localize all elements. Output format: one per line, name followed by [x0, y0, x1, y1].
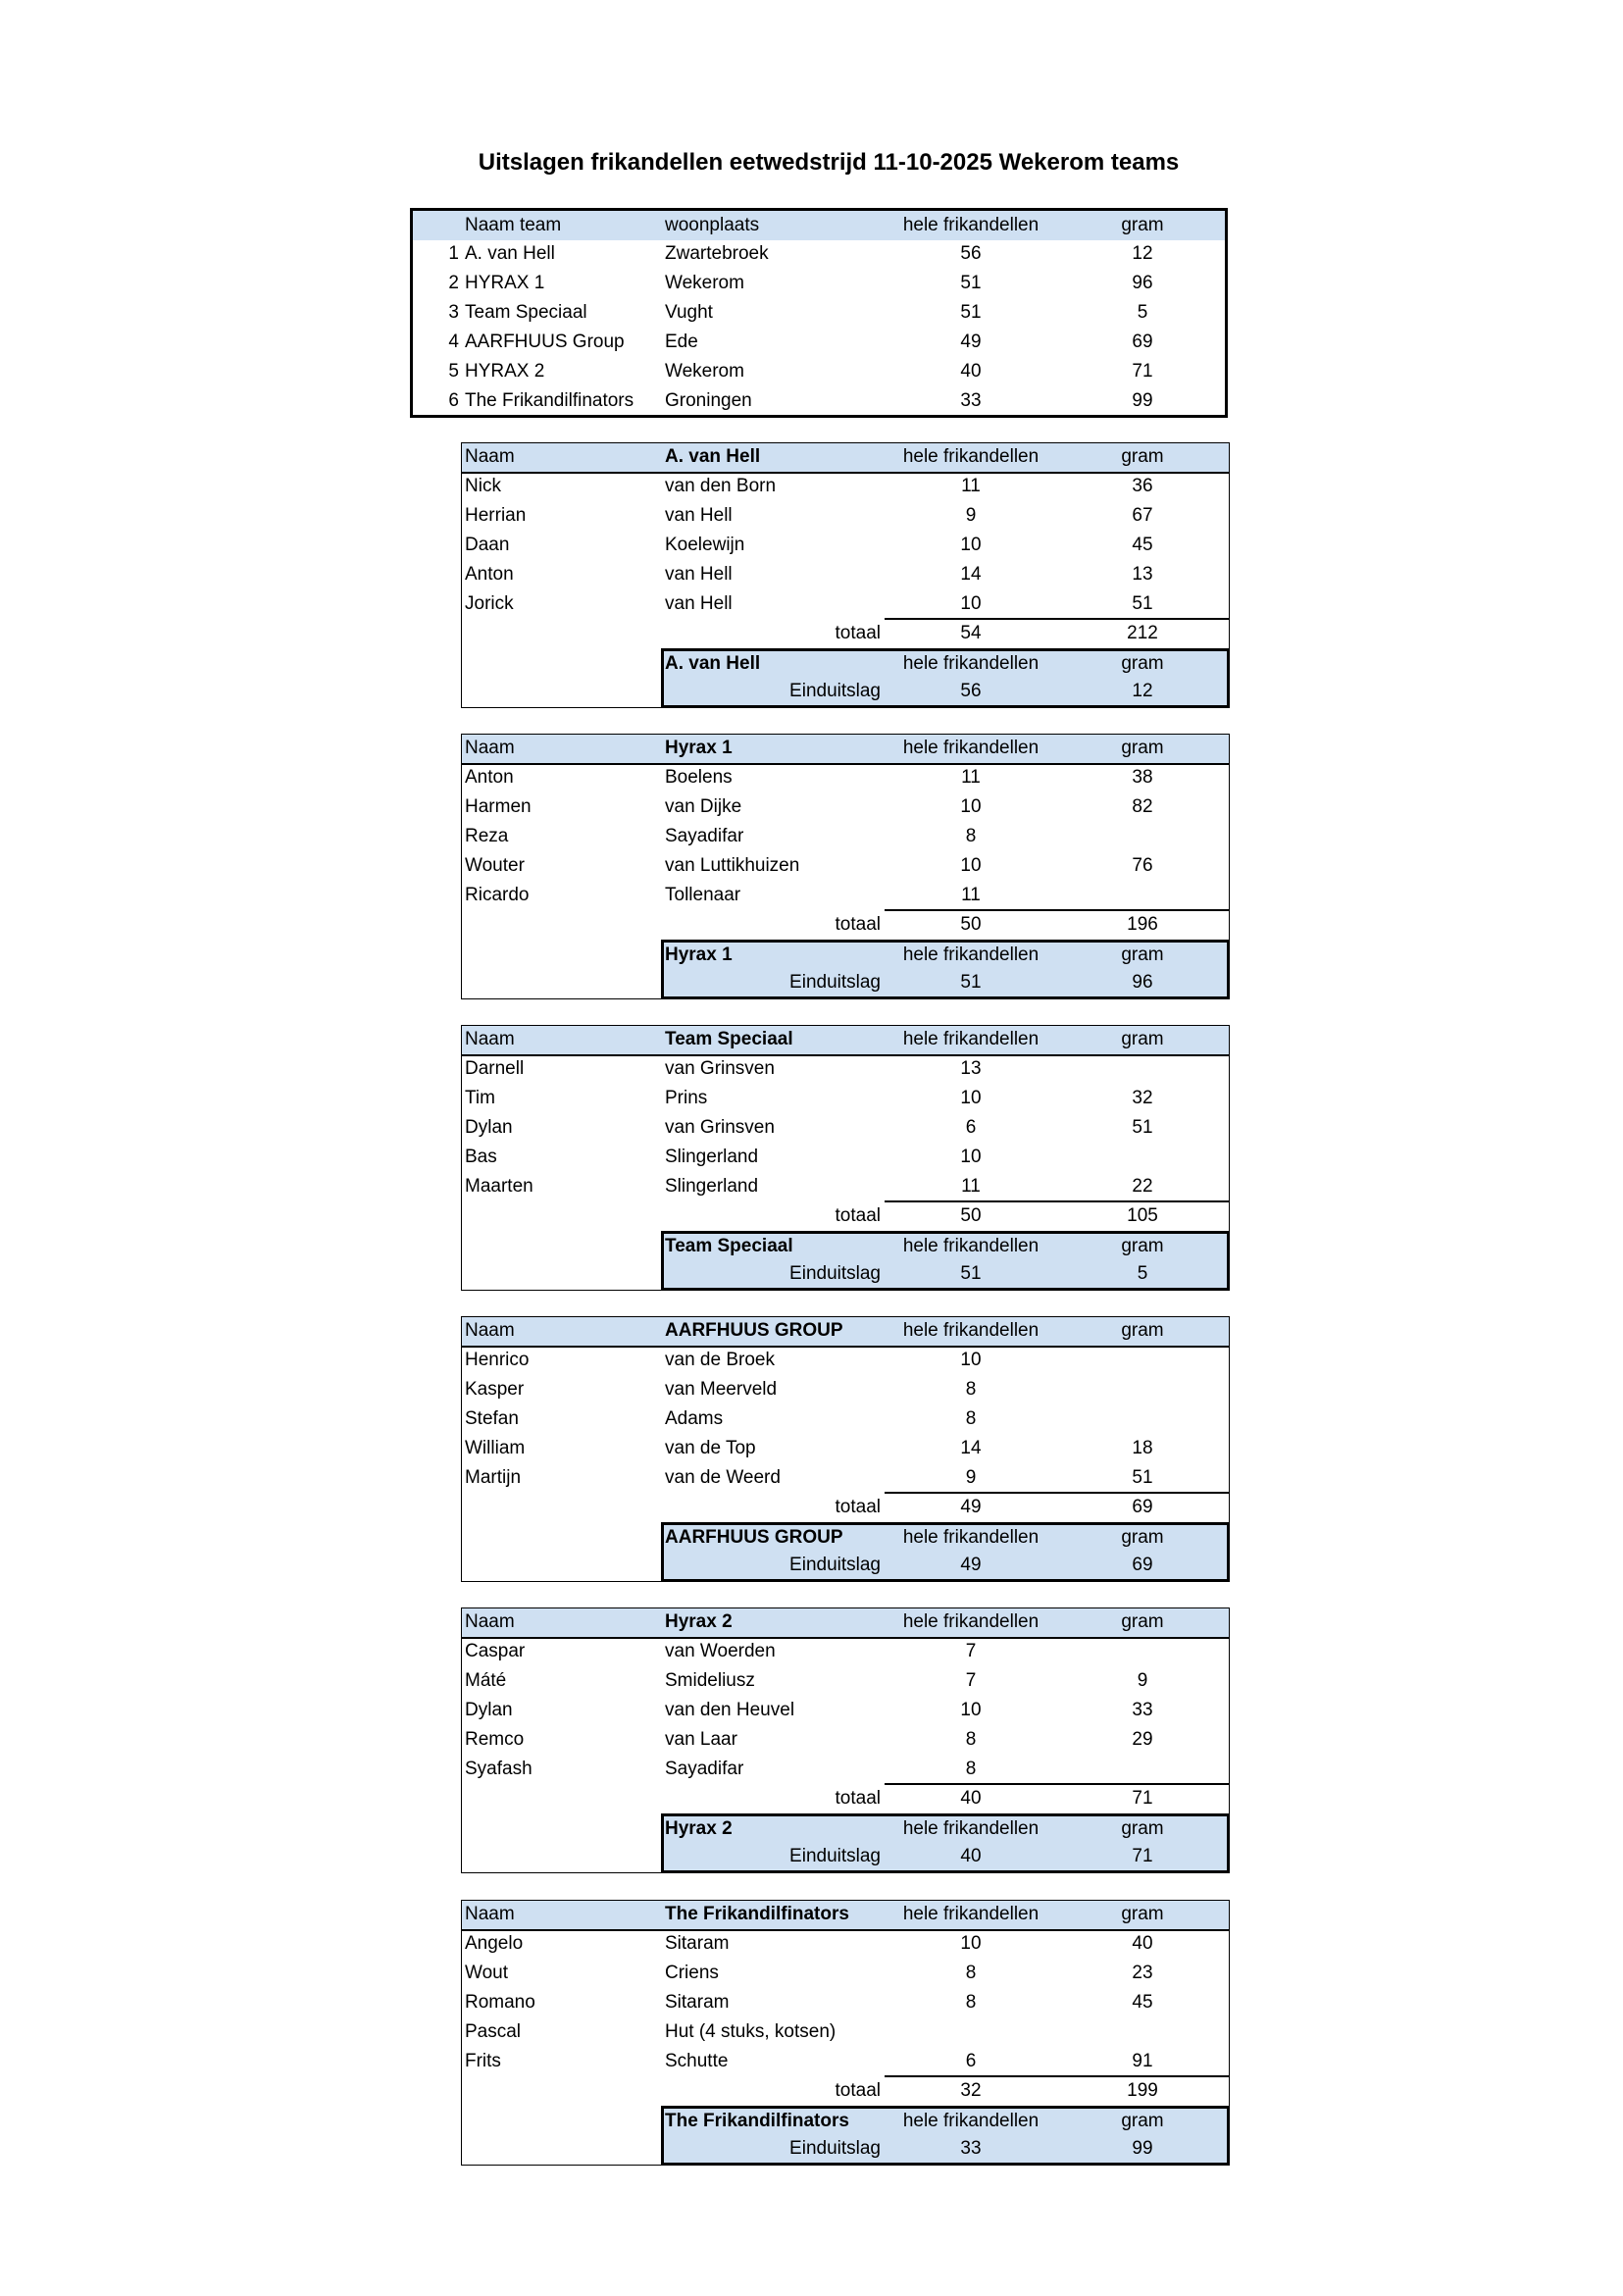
member-first-name: William [465, 1438, 526, 1458]
member-gram: 23 [1132, 1963, 1153, 1983]
team-header-name: The Frikandilfinators [665, 1904, 849, 1924]
team-header-naam: Naam [465, 1320, 515, 1341]
member-frikandellen: 8 [965, 1992, 977, 2013]
member-gram: 29 [1132, 1729, 1153, 1750]
member-gram: 45 [1132, 1992, 1153, 2013]
result-gram: 99 [1132, 2138, 1153, 2159]
result-frikandellen-label: hele frikandellen [902, 2111, 1040, 2131]
member-first-name: Nick [465, 476, 501, 496]
member-last-name: Slingerland [665, 1176, 759, 1197]
member-first-name: Martijn [465, 1467, 522, 1488]
result-einduitslag-label: Einduitslag [789, 972, 881, 993]
summary-rank: 2 [448, 273, 459, 293]
result-frikandellen-label: hele frikandellen [902, 1527, 1040, 1548]
member-gram [1089, 1375, 1196, 1404]
member-frikandellen: 8 [965, 1759, 977, 1779]
result-gram: 69 [1132, 1555, 1153, 1575]
team-header-frikandellen: hele frikandellen [902, 738, 1040, 758]
member-last-name: van Hell [665, 505, 733, 526]
team-header-gram: gram [1121, 738, 1164, 758]
member-first-name: Remco [465, 1729, 525, 1750]
member-frikandellen: 8 [965, 1729, 977, 1750]
totaal-gram: 69 [1132, 1497, 1153, 1517]
member-last-name: van Laar [665, 1729, 737, 1750]
summary-team-name: The Frikandilfinators [465, 390, 634, 411]
totaal-label: totaal [835, 1497, 881, 1517]
totaal-frikandellen: 54 [960, 623, 982, 643]
totaal-label: totaal [835, 1788, 881, 1809]
member-first-name: Harmen [465, 796, 532, 817]
member-last-name: Slingerland [665, 1147, 759, 1167]
member-last-name: Prins [665, 1088, 708, 1108]
summary-gram: 12 [1132, 243, 1153, 264]
member-frikandellen: 8 [965, 1408, 977, 1429]
member-first-name: Angelo [465, 1933, 524, 1954]
member-last-name: van de Weerd [665, 1467, 781, 1488]
member-first-name: Tim [465, 1088, 495, 1108]
member-last-name: van de Top [665, 1438, 756, 1458]
summary-team-name: HYRAX 2 [465, 361, 545, 382]
member-last-name: Smideliusz [665, 1670, 755, 1691]
member-frikandellen: 8 [965, 1379, 977, 1400]
member-last-name: Sayadifar [665, 1759, 744, 1779]
result-frikandellen: 56 [960, 681, 982, 701]
team-header-frikandellen: hele frikandellen [902, 1904, 1040, 1924]
result-frikandellen-label: hele frikandellen [902, 1236, 1040, 1256]
result-frikandellen: 51 [960, 1263, 982, 1284]
summary-header-naam-team: Naam team [465, 215, 562, 235]
summary-woonplaats: Groningen [665, 390, 752, 411]
summary-team-name: AARFHUUS Group [465, 332, 625, 352]
result-frikandellen-label: hele frikandellen [902, 944, 1040, 965]
member-first-name: Maarten [465, 1176, 533, 1197]
result-gram-label: gram [1121, 653, 1164, 674]
member-gram [1089, 881, 1196, 910]
member-first-name: Wout [465, 1963, 509, 1983]
result-frikandellen: 40 [960, 1846, 982, 1866]
summary-woonplaats: Zwartebroek [665, 243, 769, 264]
member-gram [1089, 1346, 1196, 1375]
summary-frikandellen: 33 [960, 390, 982, 411]
result-gram: 96 [1132, 972, 1153, 993]
member-first-name: Herrian [465, 505, 527, 526]
summary-frikandellen: 56 [960, 243, 982, 264]
team-header-naam: Naam [465, 738, 515, 758]
member-gram [1089, 822, 1196, 851]
summary-frikandellen: 40 [960, 361, 982, 382]
summary-woonplaats: Ede [665, 332, 698, 352]
member-frikandellen: 10 [960, 1350, 982, 1370]
member-first-name: Anton [465, 767, 514, 788]
member-first-name: Syafash [465, 1759, 533, 1779]
result-gram-label: gram [1121, 1818, 1164, 1839]
result-gram-label: gram [1121, 2111, 1164, 2131]
member-gram: 82 [1132, 796, 1153, 817]
summary-header-woonplaats: woonplaats [665, 215, 760, 235]
member-frikandellen: 14 [960, 1438, 982, 1458]
summary-rank: 6 [448, 390, 459, 411]
totaal-label: totaal [835, 623, 881, 643]
member-frikandellen: 7 [965, 1670, 977, 1691]
result-frikandellen: 49 [960, 1555, 982, 1575]
member-gram: 51 [1132, 593, 1153, 614]
member-last-name: van Hell [665, 564, 733, 585]
result-team-name: A. van Hell [665, 653, 761, 674]
member-first-name: Dylan [465, 1117, 513, 1138]
result-team-name: AARFHUUS GROUP [665, 1527, 843, 1548]
member-frikandellen: 6 [965, 1117, 977, 1138]
summary-rank: 5 [448, 361, 459, 382]
member-last-name: van Grinsven [665, 1117, 775, 1138]
member-first-name: Stefan [465, 1408, 519, 1429]
member-first-name: Máté [465, 1670, 507, 1691]
member-last-name: van den Heuvel [665, 1700, 795, 1720]
totaal-gram: 199 [1127, 2080, 1158, 2101]
member-last-name: Sitaram [665, 1933, 730, 1954]
member-gram: 33 [1132, 1700, 1153, 1720]
member-last-name: Koelewijn [665, 535, 745, 555]
result-team-name: Team Speciaal [665, 1236, 793, 1256]
team-header-gram: gram [1121, 1611, 1164, 1632]
team-header-naam: Naam [465, 446, 515, 467]
member-last-name: van Luttikhuizen [665, 855, 800, 876]
result-einduitslag-label: Einduitslag [789, 1846, 881, 1866]
result-gram-label: gram [1121, 1527, 1164, 1548]
totaal-frikandellen: 50 [960, 914, 982, 935]
member-last-name: Adams [665, 1408, 724, 1429]
result-gram: 5 [1137, 1263, 1148, 1284]
member-first-name: Daan [465, 535, 510, 555]
member-first-name: Kasper [465, 1379, 525, 1400]
member-gram: 36 [1132, 476, 1153, 496]
totaal-gram: 196 [1127, 914, 1158, 935]
summary-rank: 3 [448, 302, 459, 323]
member-frikandellen: 7 [965, 1641, 977, 1661]
member-gram [1089, 1755, 1196, 1784]
result-team-name: Hyrax 1 [665, 944, 733, 965]
member-frikandellen: 10 [960, 1700, 982, 1720]
member-gram: 13 [1132, 564, 1153, 585]
result-team-name: The Frikandilfinators [665, 2111, 849, 2131]
member-gram: 51 [1132, 1117, 1153, 1138]
summary-frikandellen: 51 [960, 273, 982, 293]
member-last-name: van Meerveld [665, 1379, 778, 1400]
totaal-frikandellen: 32 [960, 2080, 982, 2101]
summary-woonplaats: Vught [665, 302, 713, 323]
member-last-name: Boelens [665, 767, 733, 788]
team-header-gram: gram [1121, 1320, 1164, 1341]
member-gram [1089, 1404, 1196, 1434]
member-first-name: Caspar [465, 1641, 526, 1661]
member-last-name: Criens [665, 1963, 719, 1983]
summary-team-name: A. van Hell [465, 243, 555, 264]
team-header-frikandellen: hele frikandellen [902, 1611, 1040, 1632]
member-first-name: Pascal [465, 2021, 522, 2042]
member-frikandellen: 10 [960, 855, 982, 876]
summary-header-gram: gram [1121, 215, 1164, 235]
result-einduitslag-label: Einduitslag [789, 2138, 881, 2159]
team-header-gram: gram [1121, 446, 1164, 467]
result-gram: 71 [1132, 1846, 1153, 1866]
result-gram: 12 [1132, 681, 1153, 701]
summary-woonplaats: Wekerom [665, 361, 744, 382]
team-header-name: Team Speciaal [665, 1029, 793, 1049]
member-last-name: van Woerden [665, 1641, 776, 1661]
member-gram: 9 [1137, 1670, 1148, 1691]
member-gram: 51 [1132, 1467, 1153, 1488]
member-first-name: Reza [465, 826, 509, 846]
totaal-frikandellen: 49 [960, 1497, 982, 1517]
member-first-name: Jorick [465, 593, 514, 614]
member-frikandellen [873, 2017, 1069, 2047]
summary-gram: 69 [1132, 332, 1153, 352]
member-frikandellen: 11 [961, 1176, 981, 1197]
member-first-name: Darnell [465, 1058, 525, 1079]
summary-rank: 4 [448, 332, 459, 352]
member-frikandellen: 11 [961, 476, 981, 496]
team-header-naam: Naam [465, 1029, 515, 1049]
member-first-name: Frits [465, 2051, 501, 2071]
member-first-name: Ricardo [465, 885, 530, 905]
summary-gram: 71 [1132, 361, 1153, 382]
member-gram [1089, 2017, 1196, 2047]
member-frikandellen: 10 [960, 1088, 982, 1108]
member-frikandellen: 10 [960, 796, 982, 817]
member-frikandellen: 10 [960, 535, 982, 555]
summary-gram: 96 [1132, 273, 1153, 293]
totaal-gram: 71 [1132, 1788, 1153, 1809]
totaal-label: totaal [835, 914, 881, 935]
member-last-name: Sitaram [665, 1992, 730, 2013]
result-frikandellen: 33 [960, 2138, 982, 2159]
result-team-name: Hyrax 2 [665, 1818, 733, 1839]
member-gram: 32 [1132, 1088, 1153, 1108]
summary-frikandellen: 49 [960, 332, 982, 352]
member-frikandellen: 8 [965, 826, 977, 846]
member-gram: 76 [1132, 855, 1153, 876]
summary-woonplaats: Wekerom [665, 273, 744, 293]
team-header-frikandellen: hele frikandellen [902, 446, 1040, 467]
member-gram: 18 [1132, 1438, 1153, 1458]
member-frikandellen: 11 [961, 885, 981, 905]
member-gram: 38 [1132, 767, 1153, 788]
team-header-gram: gram [1121, 1904, 1164, 1924]
member-last-name: Tollenaar [665, 885, 741, 905]
member-frikandellen: 10 [960, 1147, 982, 1167]
member-frikandellen: 13 [960, 1058, 982, 1079]
member-frikandellen: 8 [965, 1963, 977, 1983]
totaal-frikandellen: 40 [960, 1788, 982, 1809]
member-frikandellen: 14 [960, 564, 982, 585]
team-header-name: A. van Hell [665, 446, 761, 467]
summary-rank: 1 [448, 243, 459, 264]
team-header-frikandellen: hele frikandellen [902, 1320, 1040, 1341]
member-gram [1089, 1054, 1196, 1084]
result-frikandellen-label: hele frikandellen [902, 653, 1040, 674]
result-gram-label: gram [1121, 944, 1164, 965]
totaal-gram: 105 [1127, 1205, 1158, 1226]
summary-gram: 5 [1137, 302, 1148, 323]
result-einduitslag-label: Einduitslag [789, 1555, 881, 1575]
result-einduitslag-label: Einduitslag [789, 1263, 881, 1284]
member-first-name: Romano [465, 1992, 535, 2013]
member-gram [1089, 1143, 1196, 1172]
team-header-naam: Naam [465, 1611, 515, 1632]
team-header-gram: gram [1121, 1029, 1164, 1049]
member-frikandellen: 9 [965, 505, 977, 526]
member-first-name: Bas [465, 1147, 497, 1167]
member-first-name: Dylan [465, 1700, 513, 1720]
member-last-name: van Dijke [665, 796, 742, 817]
member-last-name: van den Born [665, 476, 777, 496]
summary-header-frikandellen: hele frikandellen [902, 215, 1040, 235]
member-frikandellen: 10 [960, 593, 982, 614]
member-last-name: Schutte [665, 2051, 729, 2071]
team-header-name: AARFHUUS GROUP [665, 1320, 843, 1341]
result-frikandellen: 51 [960, 972, 982, 993]
summary-team-name: Team Speciaal [465, 302, 587, 323]
member-first-name: Henrico [465, 1350, 530, 1370]
member-last-name: Sayadifar [665, 826, 744, 846]
result-frikandellen-label: hele frikandellen [902, 1818, 1040, 1839]
member-gram: 91 [1132, 2051, 1153, 2071]
member-last-name: van Grinsven [665, 1058, 775, 1079]
member-frikandellen: 6 [965, 2051, 977, 2071]
member-gram [1089, 1637, 1196, 1666]
page-title: Uitslagen frikandellen eetwedstrijd 11-10-2025 Wekerom teams [478, 149, 1180, 176]
totaal-gram: 212 [1127, 623, 1158, 643]
team-header-frikandellen: hele frikandellen [902, 1029, 1040, 1049]
summary-frikandellen: 51 [960, 302, 982, 323]
member-gram: 45 [1132, 535, 1153, 555]
member-frikandellen: 10 [960, 1933, 982, 1954]
totaal-label: totaal [835, 2080, 881, 2101]
team-header-naam: Naam [465, 1904, 515, 1924]
member-last-name: van Hell [665, 593, 733, 614]
summary-team-name: HYRAX 1 [465, 273, 545, 293]
member-frikandellen: 11 [961, 767, 981, 788]
summary-gram: 99 [1132, 390, 1153, 411]
member-last-name: Hut (4 stuks, kotsen) [665, 2021, 837, 2042]
member-gram: 22 [1132, 1176, 1153, 1197]
member-gram: 67 [1132, 505, 1153, 526]
totaal-frikandellen: 50 [960, 1205, 982, 1226]
member-frikandellen: 9 [965, 1467, 977, 1488]
result-gram-label: gram [1121, 1236, 1164, 1256]
member-first-name: Anton [465, 564, 514, 585]
team-header-name: Hyrax 1 [665, 738, 733, 758]
team-header-name: Hyrax 2 [665, 1611, 733, 1632]
member-last-name: van de Broek [665, 1350, 775, 1370]
totaal-label: totaal [835, 1205, 881, 1226]
member-first-name: Wouter [465, 855, 525, 876]
member-gram: 40 [1132, 1933, 1153, 1954]
result-einduitslag-label: Einduitslag [789, 681, 881, 701]
